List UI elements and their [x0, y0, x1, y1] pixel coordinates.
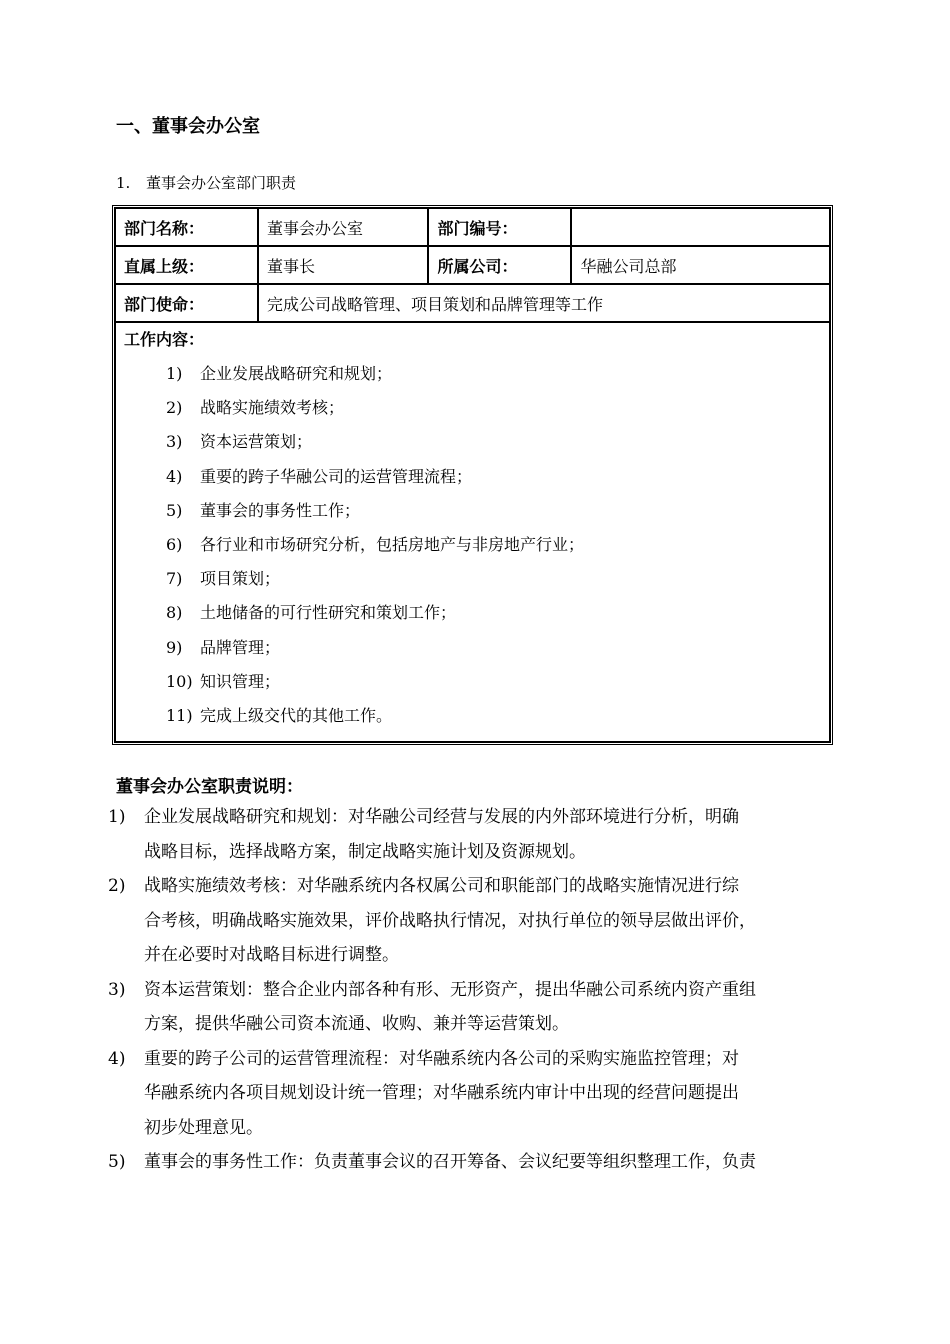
item-number: 1) — [166, 364, 183, 383]
duty-line: 重要的跨子公司的运营管理流程：对华融系统内各公司的采购实施监控管理；对 — [144, 1048, 739, 1069]
table-row — [115, 284, 830, 322]
list-item — [124, 596, 821, 630]
duty-item — [104, 800, 844, 869]
item-number: 8) — [166, 603, 183, 623]
superior-label: 直属上级： — [115, 246, 258, 284]
table-row — [115, 208, 830, 246]
duty-number: 4) — [108, 1048, 126, 1069]
item-text: 知识管理； — [200, 671, 281, 691]
duty-line: 初步处理意见。 — [144, 1117, 263, 1138]
duty-item — [104, 1042, 844, 1146]
duty-line: 战略目标，选择战略方案，制定战略实施计划及资源规划。 — [144, 841, 586, 862]
item-text: 董事会的事务性工作； — [200, 500, 361, 520]
work-content-cell — [115, 322, 830, 742]
duty-line: 方案，提供华融公司资本流通、收购、兼并等运营策划。 — [144, 1014, 569, 1034]
dept-code-label: 部门编号： — [428, 208, 571, 246]
duty-line: 董事会的事务性工作：负责董事会议的召开筹备、会议纪要等组织整理工作，负责 — [144, 1152, 756, 1172]
item-number: 3) — [166, 432, 183, 452]
list-item — [124, 699, 821, 733]
duty-number: 1) — [108, 807, 126, 827]
duty-line: 资本运营策划：整合企业内部各种有形、无形资产，提出华融公司系统内资产重组 — [144, 979, 756, 1000]
item-number: 11) — [166, 705, 193, 725]
item-text: 项目策划； — [200, 569, 281, 589]
item-number: 10) — [166, 671, 193, 691]
mission-label: 部门使命： — [115, 284, 258, 322]
duty-line: 战略实施绩效考核：对华融系统内各权属公司和职能部门的战略实施情况进行综 — [144, 876, 739, 896]
list-item — [124, 528, 821, 562]
duty-item — [104, 1145, 844, 1180]
item-number: 6) — [166, 534, 183, 554]
dept-name-label: 部门名称： — [115, 208, 258, 246]
duty-number: 3) — [108, 979, 126, 1000]
list-item — [124, 357, 821, 391]
duties-title: 董事会办公室职责说明： — [116, 777, 303, 797]
duties-list — [104, 800, 844, 1180]
item-text: 土地储备的可行性研究和策划工作； — [200, 603, 457, 623]
list-item — [124, 391, 821, 425]
subheading-text: 董事会办公室部门职责 — [146, 174, 297, 192]
company-label: 所属公司： — [428, 246, 571, 284]
duty-line: 合考核，明确战略实施效果，评价战略执行情况，对执行单位的领导层做出评价， — [144, 910, 756, 931]
list-item — [124, 425, 821, 459]
mission-value: 完成公司战略管理、项目策划和品牌管理等工作 — [258, 284, 830, 322]
list-item — [124, 562, 821, 596]
list-item — [124, 460, 821, 494]
page-heading: 一、董事会办公室 — [116, 116, 260, 137]
duty-item — [104, 869, 844, 973]
table-row — [115, 322, 830, 742]
dept-code-value — [571, 208, 830, 246]
item-number: 4) — [166, 466, 183, 486]
list-item — [124, 665, 821, 699]
table-row — [115, 246, 830, 284]
work-content-label: 工作内容： — [124, 330, 205, 349]
section-subheading — [116, 172, 296, 193]
duty-item — [104, 973, 844, 1042]
duty-line: 华融系统内各项目规划设计统一管理；对华融系统内审计中出现的经营问题提出 — [144, 1083, 739, 1103]
department-table — [112, 205, 833, 745]
item-text: 企业发展战略研究和规划； — [200, 364, 393, 383]
list-item — [124, 494, 821, 528]
subheading-number: 1. — [116, 174, 131, 192]
item-number: 5) — [166, 500, 183, 520]
duty-number: 5) — [108, 1152, 126, 1172]
item-text: 重要的跨子华融公司的运营管理流程； — [200, 466, 473, 486]
item-text: 完成上级交代的其他工作。 — [200, 705, 393, 725]
item-number: 7) — [166, 569, 183, 589]
item-text: 品牌管理； — [200, 637, 281, 657]
item-number: 9) — [166, 637, 183, 657]
superior-value: 董事长 — [258, 246, 429, 284]
company-value: 华融公司总部 — [571, 246, 830, 284]
duty-number: 2) — [108, 876, 126, 896]
item-text: 各行业和市场研究分析，包括房地产与非房地产行业； — [200, 534, 585, 554]
dept-name-value: 董事会办公室 — [258, 208, 429, 246]
list-item — [124, 631, 821, 665]
duty-line: 企业发展战略研究和规划：对华融公司经营与发展的内外部环境进行分析，明确 — [144, 807, 739, 827]
item-text: 战略实施绩效考核； — [200, 398, 345, 418]
item-text: 资本运营策划； — [200, 432, 313, 452]
duty-line: 并在必要时对战略目标进行调整。 — [144, 945, 399, 965]
item-number: 2) — [166, 398, 183, 418]
